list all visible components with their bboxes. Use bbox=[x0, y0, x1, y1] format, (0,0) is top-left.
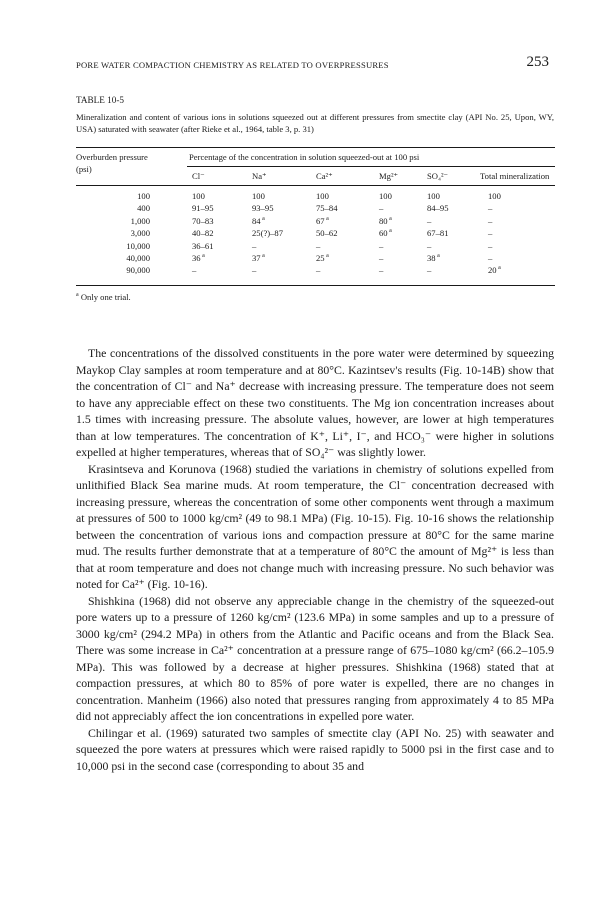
table-cell: 25 $^a$ bbox=[316, 253, 329, 263]
body-paragraph: Chilingar et al. (1969) saturated two samples of smectite clay (API No. 25) with seawater and squeezed the pore waters at pressures which were raised rapidly to 5000 psi in the first case and to 10,000 psi in the second case (corresponding to about 35 and bbox=[76, 725, 554, 773]
table-cell: 100 bbox=[316, 191, 329, 201]
table-cell: 100 bbox=[427, 191, 440, 201]
row-heading-line1: Overburden pressure bbox=[76, 152, 148, 162]
table-cell: 25(?)–87 bbox=[252, 228, 284, 239]
table-cell: – bbox=[427, 215, 432, 226]
table-top-rule bbox=[76, 147, 555, 148]
table-cell: – bbox=[316, 265, 321, 276]
table-cell: 100 bbox=[252, 191, 265, 201]
table-cell: – bbox=[316, 240, 321, 251]
table-cell: 91–95 bbox=[192, 203, 214, 214]
table-cell: 100 bbox=[379, 191, 392, 201]
pressure-cell: 1,000 bbox=[130, 215, 150, 226]
running-head: PORE WATER COMPACTION CHEMISTRY AS RELATED TO OVERPRESSURES bbox=[76, 60, 389, 70]
column-group-heading: Percentage of the concentration in solution squeezed-out at 100 psi bbox=[189, 152, 420, 162]
table-cell: – bbox=[488, 253, 493, 263]
footnote-mark: a bbox=[76, 292, 79, 299]
table-cell: – bbox=[488, 228, 493, 239]
body-paragraph: Shishkina (1968) did not observe any appreciable change in the chemistry of the squeezed-out pore waters up to a pressure of 1260 kg/cm² (123.6 MPa) in some samples and up to a pressure of 3000 kg/cm² (294.2 MPa) in others from the Atlantic and Pacific oceans and from the Black Sea. There was some increase in Ca²⁺ concentration at a pressure range of 675–1080 kg/cm² (66.2–105.9 MPa). This was followed by a decrease at higher pressures. Shishkina (1968) stated that at compaction pressures, at which 80 to 85% of pore water is expelled, there are no changes in concentration. Manheim (1966) also noted that pressures ranging from approximately 4 to 85 MPa did not appreciably affect the ion concentrations in expelled pore water. bbox=[76, 593, 554, 723]
table-cell: – bbox=[379, 203, 384, 214]
row-heading-line2: (psi) bbox=[76, 164, 92, 174]
table-label: TABLE 10-5 bbox=[76, 95, 125, 105]
table-cell: 84 $^a$ bbox=[252, 215, 265, 226]
page-number: 253 bbox=[526, 54, 549, 70]
table-caption: Mineralization and content of various ions in solutions squeezed out at different pressures from smectite clay (API No. 25, Upon, WY, USA) saturated with seawater (after Rieke et al., 1964, table 3, p. 31) bbox=[76, 112, 554, 135]
table-cell: – bbox=[252, 240, 257, 251]
footnote-text: Only one trial. bbox=[80, 292, 131, 302]
table-cell: 20 $^a$ bbox=[488, 265, 501, 276]
table-bottom-rule bbox=[76, 285, 555, 286]
table-cell: – bbox=[192, 265, 197, 276]
table-cell: 93–95 bbox=[252, 203, 274, 214]
table-cell: – bbox=[488, 203, 493, 214]
column-group-rule bbox=[187, 166, 555, 167]
table-cell: – bbox=[252, 265, 257, 276]
table-cell: 70–83 bbox=[192, 215, 214, 226]
table-cell: 84–95 bbox=[427, 203, 449, 214]
table-cell: 38 $^a$ bbox=[427, 253, 440, 263]
column-header: Cl⁻ bbox=[192, 171, 205, 181]
table-cell: 36–61 bbox=[192, 240, 214, 251]
table-cell: 100 bbox=[192, 191, 205, 201]
table-cell: – bbox=[427, 240, 432, 251]
column-header: Total mineralization bbox=[480, 171, 550, 181]
table-cell: – bbox=[379, 253, 384, 263]
body-paragraph: The concentrations of the dissolved constituents in the pore water were determined by squeezing Maykop Clay samples at room temperature and at 80°C. Kazintsev's results (Fig. 10-14B) show that the concentration of Cl⁻ and Na⁺ decrease with increasing pressure. The temperature does not seem to have any appreciable effect on these two constituents. The Mg ion concentration increases about 1.5 times with increasing pressure. The absolute values, however, are lower at high temperatures than at low temperatures. The concentration of K⁺, Li⁺, I⁻, and HCO₃⁻ were higher in solutions expelled at higher temperatures, whereas that of SO₄²⁻ was slightly lower. bbox=[76, 346, 554, 459]
column-header: SO₄²⁻ bbox=[427, 171, 449, 181]
table-cell: 36 $^a$ bbox=[192, 253, 205, 263]
pressure-cell: 90,000 bbox=[126, 265, 150, 276]
column-header: Na⁺ bbox=[252, 171, 267, 181]
pressure-cell: 100 bbox=[137, 191, 150, 201]
pressure-cell: 40,000 bbox=[126, 253, 150, 263]
table-cell: – bbox=[427, 265, 432, 276]
header-bottom-rule bbox=[76, 185, 555, 186]
column-header: Ca²⁺ bbox=[316, 171, 333, 181]
table-cell: 50–62 bbox=[316, 228, 338, 239]
table-cell: 80 $^a$ bbox=[379, 215, 392, 226]
table-cell: 37 $^a$ bbox=[252, 253, 265, 263]
table-cell: 67–81 bbox=[427, 228, 449, 239]
table-cell: – bbox=[488, 240, 493, 251]
table-cell: 67 $^a$ bbox=[316, 215, 329, 226]
table-cell: 40–82 bbox=[192, 228, 214, 239]
table-footnote bbox=[76, 292, 131, 302]
table-cell: 60 $^a$ bbox=[379, 228, 392, 239]
body-text bbox=[76, 345, 554, 774]
table-cell: – bbox=[488, 215, 493, 226]
pressure-cell: 400 bbox=[137, 203, 150, 214]
table-cell: – bbox=[379, 265, 384, 276]
column-header: Mg²⁺ bbox=[379, 171, 399, 181]
table-cell: – bbox=[379, 240, 384, 251]
table-cell: 75–84 bbox=[316, 203, 338, 214]
pressure-cell: 10,000 bbox=[126, 240, 150, 251]
table-cell: 100 bbox=[488, 191, 501, 201]
body-paragraph: Krasintseva and Korunova (1968) studied the variations in chemistry of solutions expelled from unlithified Black Sea marine muds. At room temperature, the Cl⁻ concentration decreased with increasing pressure, whereas the concentration of some other components went through a maximum at pressures of 500 to 1000 kg/cm² (49 to 98.1 MPa) (Fig. 10-15). Fig. 10-16 shows the relationship between the concentration of various ions and compaction pressure at 80°C for the same marine mud. The results further demonstrate that at a temperature of 80°C the amount of Mg²⁺ is less than that at room temperature and does not change much with increasing pressure. No such behavior was noted for Ca²⁺ (Fig. 10-16). bbox=[76, 461, 554, 591]
pressure-cell: 3,000 bbox=[130, 228, 150, 239]
